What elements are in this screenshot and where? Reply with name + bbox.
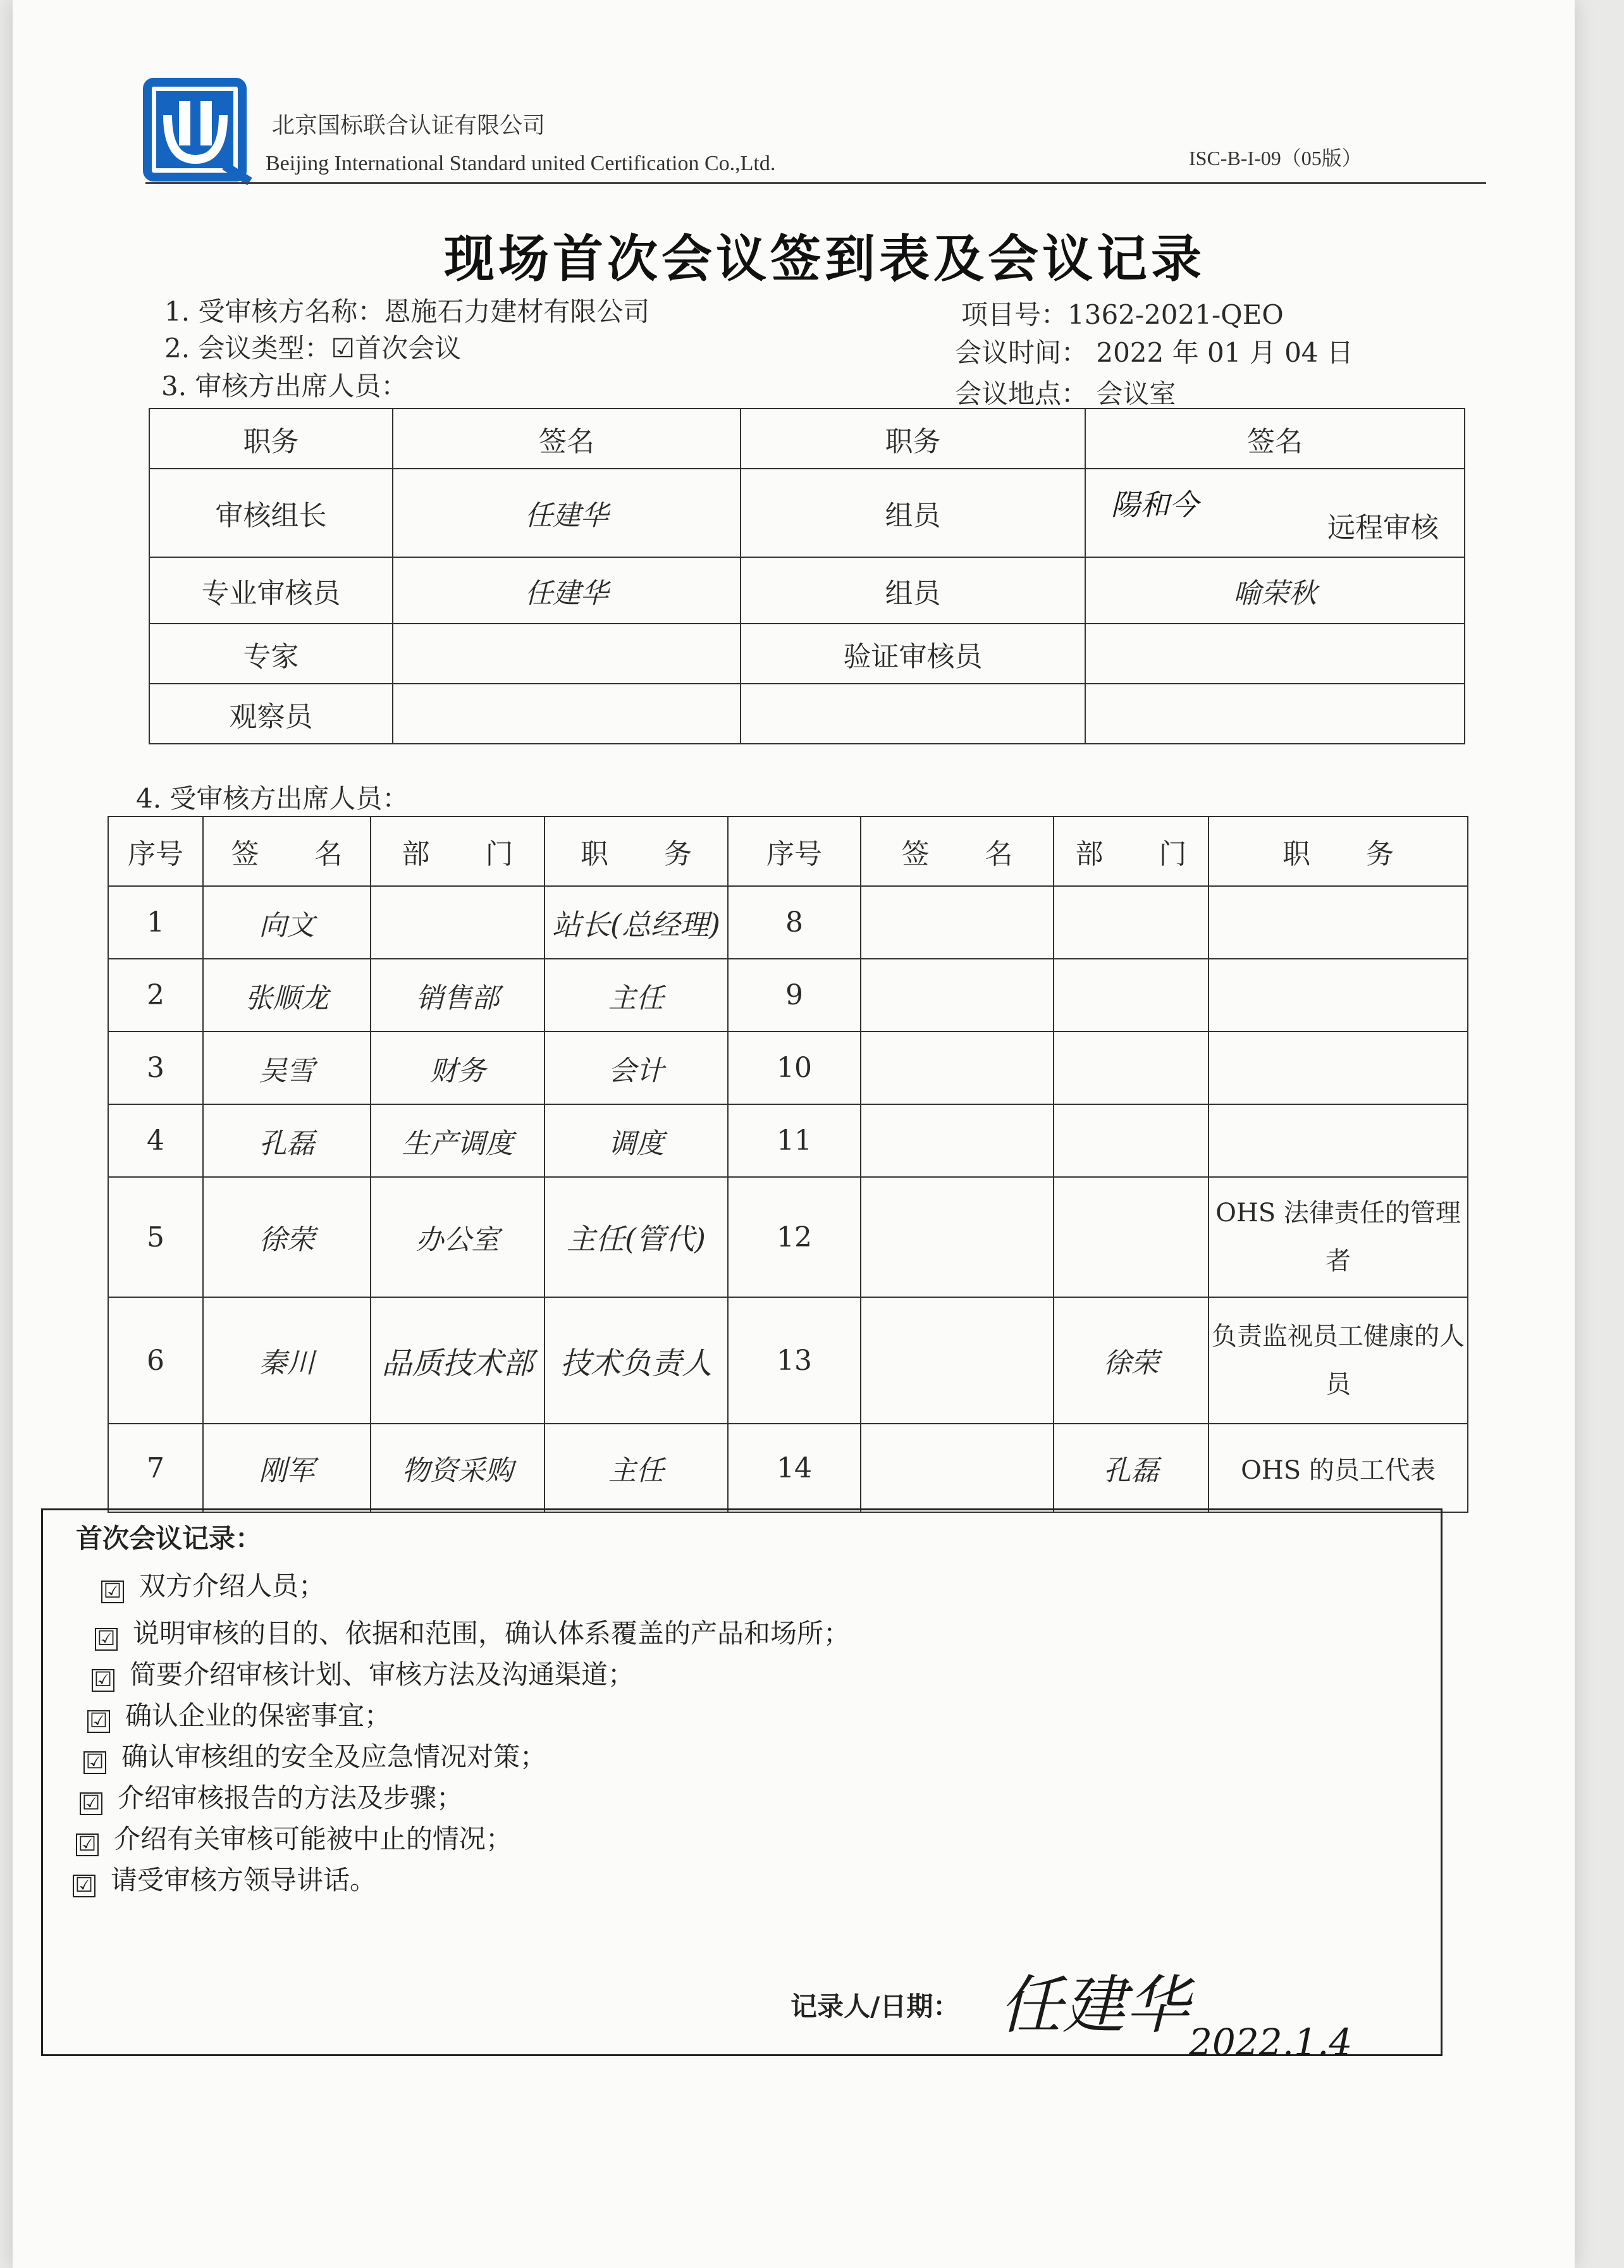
position-cell: OHS 法律责任的管理者	[1209, 1177, 1468, 1297]
signature-cell: 秦川	[203, 1297, 371, 1424]
row-number: 1	[108, 886, 203, 959]
signature-cell	[1085, 684, 1465, 744]
department-cell: 孔磊	[1054, 1424, 1209, 1512]
header-position: 职 务	[544, 817, 728, 886]
role-cell: 验证审核员	[741, 624, 1085, 684]
recorder-date: 2022.1.4	[1189, 2021, 1353, 2064]
checkbox-checked-icon: ☑	[92, 1669, 114, 1692]
signature-cell	[861, 1177, 1054, 1297]
signature-cell	[393, 624, 741, 684]
header-number: 序号	[108, 817, 203, 886]
position-cell	[1209, 1032, 1468, 1104]
position-cell: 主任	[544, 959, 728, 1032]
row-number: 4	[108, 1104, 203, 1177]
record-item-text: 介绍审核报告的方法及步骤；	[118, 1782, 464, 1813]
signature-cell: 孔磊	[203, 1104, 371, 1177]
record-item	[83, 1736, 546, 1774]
record-item-text: 说明审核的目的、依据和范围，确认体系覆盖的产品和场所；	[133, 1618, 851, 1649]
record-item	[73, 1859, 376, 1897]
table-row	[108, 1297, 1468, 1424]
department-cell: 财务	[371, 1032, 544, 1104]
department-cell: 物资采购	[371, 1424, 544, 1512]
header-signature: 签 名	[861, 817, 1054, 886]
signature-cell	[861, 1297, 1054, 1424]
header-number: 序号	[728, 817, 861, 886]
document-sheet	[13, 0, 1575, 2268]
meeting-place: 会议地点： 会议室	[955, 378, 1176, 409]
row-number: 11	[728, 1104, 861, 1177]
record-item	[95, 1613, 850, 1651]
position-cell: OHS 的员工代表	[1209, 1424, 1468, 1512]
signature-cell	[393, 684, 741, 744]
page-title: 现场首次会议签到表及会议记录	[444, 230, 1205, 288]
remote-audit-note: 远程审核	[1327, 512, 1439, 544]
table-row	[108, 1424, 1468, 1512]
position-cell	[1209, 959, 1468, 1032]
header-divider	[145, 182, 1486, 184]
row-number: 14	[728, 1424, 861, 1512]
record-item-text: 确认企业的保密事宜；	[125, 1700, 391, 1731]
table-row	[108, 1104, 1468, 1177]
header-department: 部 门	[1054, 817, 1209, 886]
position-cell: 技术负责人	[544, 1297, 728, 1424]
signature-cell	[861, 1032, 1054, 1104]
auditee-sign-table	[108, 816, 1468, 1513]
record-item-text: 介绍有关审核可能被中止的情况；	[114, 1823, 513, 1854]
row-number: 2	[108, 959, 203, 1032]
department-cell	[1054, 1032, 1209, 1104]
row-number: 9	[728, 959, 861, 1032]
company-name-en: Beijing International Standard united Certification Co.,Ltd.	[266, 152, 776, 175]
row-number: 12	[728, 1177, 861, 1297]
auditee-attendees-label: 4. 受审核方出席人员：	[136, 783, 409, 814]
record-item	[87, 1695, 391, 1733]
row-number: 8	[728, 886, 861, 959]
signature-cell: 任建华	[393, 469, 741, 557]
auditee-name-line: 1. 受审核方名称：恩施石力建材有限公司	[164, 296, 650, 327]
position-cell	[1209, 886, 1468, 959]
role-cell: 组员	[741, 557, 1085, 624]
signature-cell	[1085, 469, 1465, 557]
signature-cell: 任建华	[393, 557, 741, 624]
role-cell: 专家	[149, 624, 393, 684]
table-row	[108, 1032, 1468, 1104]
signature-cell: 徐荣	[203, 1177, 371, 1297]
signature-text: 陽和今	[1111, 488, 1198, 522]
project-number: 项目号：1362-2021-QEO	[961, 299, 1284, 330]
record-item	[92, 1654, 634, 1692]
form-code: ISC-B-I-09（05版）	[1189, 147, 1362, 169]
meeting-type-line: 2. 会议类型：☑首次会议	[164, 333, 462, 364]
recorder-label: 记录人/日期：	[790, 1991, 960, 2022]
record-item-text: 简要介绍审核计划、审核方法及沟通渠道；	[130, 1659, 635, 1690]
auditor-attendees-label: 3. 审核方出席人员：	[161, 371, 408, 402]
department-cell: 办公室	[371, 1177, 544, 1297]
checkbox-checked-icon: ☑	[95, 1628, 118, 1651]
role-cell: 组员	[741, 469, 1085, 557]
department-cell: 品质技术部	[371, 1297, 544, 1424]
checkbox-checked-icon: ☑	[80, 1792, 102, 1815]
records-title: 首次会议记录：	[76, 1523, 262, 1554]
header-signature: 签名	[1085, 409, 1465, 469]
position-cell: 负责监视员工健康的人员	[1209, 1297, 1468, 1424]
checkbox-checked-icon: ☑	[76, 1834, 99, 1856]
table-row	[108, 1177, 1468, 1297]
position-cell: 会计	[544, 1032, 728, 1104]
department-cell	[1054, 886, 1209, 959]
signature-cell	[861, 886, 1054, 959]
checkbox-checked-icon: ☑	[83, 1751, 106, 1774]
company-name-cn: 北京国标联合认证有限公司	[272, 113, 546, 139]
department-cell	[371, 886, 544, 959]
header-signature: 签 名	[203, 817, 371, 886]
row-number: 5	[108, 1177, 203, 1297]
signature-cell	[861, 1424, 1054, 1512]
header-role: 职务	[741, 409, 1085, 469]
signature-cell: 吴雪	[203, 1032, 371, 1104]
signature-cell	[861, 1104, 1054, 1177]
record-item	[101, 1565, 325, 1603]
signature-cell: 向文	[203, 886, 371, 959]
position-cell: 主任	[544, 1424, 728, 1512]
record-item-text: 请受审核方领导讲话。	[111, 1864, 377, 1895]
header-role: 职务	[149, 409, 393, 469]
signature-cell: 刚军	[203, 1424, 371, 1512]
signature-cell: 喻荣秋	[1085, 557, 1465, 624]
row-number: 6	[108, 1297, 203, 1424]
department-cell	[1054, 1177, 1209, 1297]
department-cell: 徐荣	[1054, 1297, 1209, 1424]
role-cell: 观察员	[149, 684, 393, 744]
checkbox-checked-icon: ☑	[101, 1581, 124, 1603]
department-cell: 销售部	[371, 959, 544, 1032]
record-item-text: 确认审核组的安全及应急情况对策；	[121, 1741, 547, 1772]
signature-cell: 张顺龙	[203, 959, 371, 1032]
signature-cell	[1085, 624, 1465, 684]
role-cell: 专业审核员	[149, 557, 393, 624]
company-logo-icon	[142, 77, 256, 185]
row-number: 10	[728, 1032, 861, 1104]
meeting-time: 会议时间： 2022 年 01 月 04 日	[955, 337, 1353, 368]
signature-cell	[861, 959, 1054, 1032]
role-cell: 审核组长	[149, 469, 393, 557]
row-number: 13	[728, 1297, 861, 1424]
header-department: 部 门	[371, 817, 544, 886]
position-cell: 调度	[544, 1104, 728, 1177]
auditor-sign-table	[149, 408, 1465, 744]
table-row	[108, 886, 1468, 959]
position-cell	[1209, 1104, 1468, 1177]
department-cell	[1054, 1104, 1209, 1177]
position-cell: 站长(总经理)	[544, 886, 728, 959]
record-item	[80, 1777, 463, 1815]
record-item	[76, 1818, 512, 1856]
header-position: 职 务	[1209, 817, 1468, 886]
row-number: 7	[108, 1424, 203, 1512]
row-number: 3	[108, 1032, 203, 1104]
role-cell	[741, 684, 1085, 744]
position-cell: 主任(管代)	[544, 1177, 728, 1297]
header-signature: 签名	[393, 409, 741, 469]
checkbox-checked-icon: ☑	[73, 1875, 95, 1897]
record-item-text: 双方介绍人员；	[139, 1570, 326, 1601]
table-row	[108, 959, 1468, 1032]
checkbox-checked-icon: ☑	[87, 1710, 110, 1733]
recorder-signature: 任建华	[999, 1968, 1189, 2042]
department-cell	[1054, 959, 1209, 1032]
department-cell: 生产调度	[371, 1104, 544, 1177]
